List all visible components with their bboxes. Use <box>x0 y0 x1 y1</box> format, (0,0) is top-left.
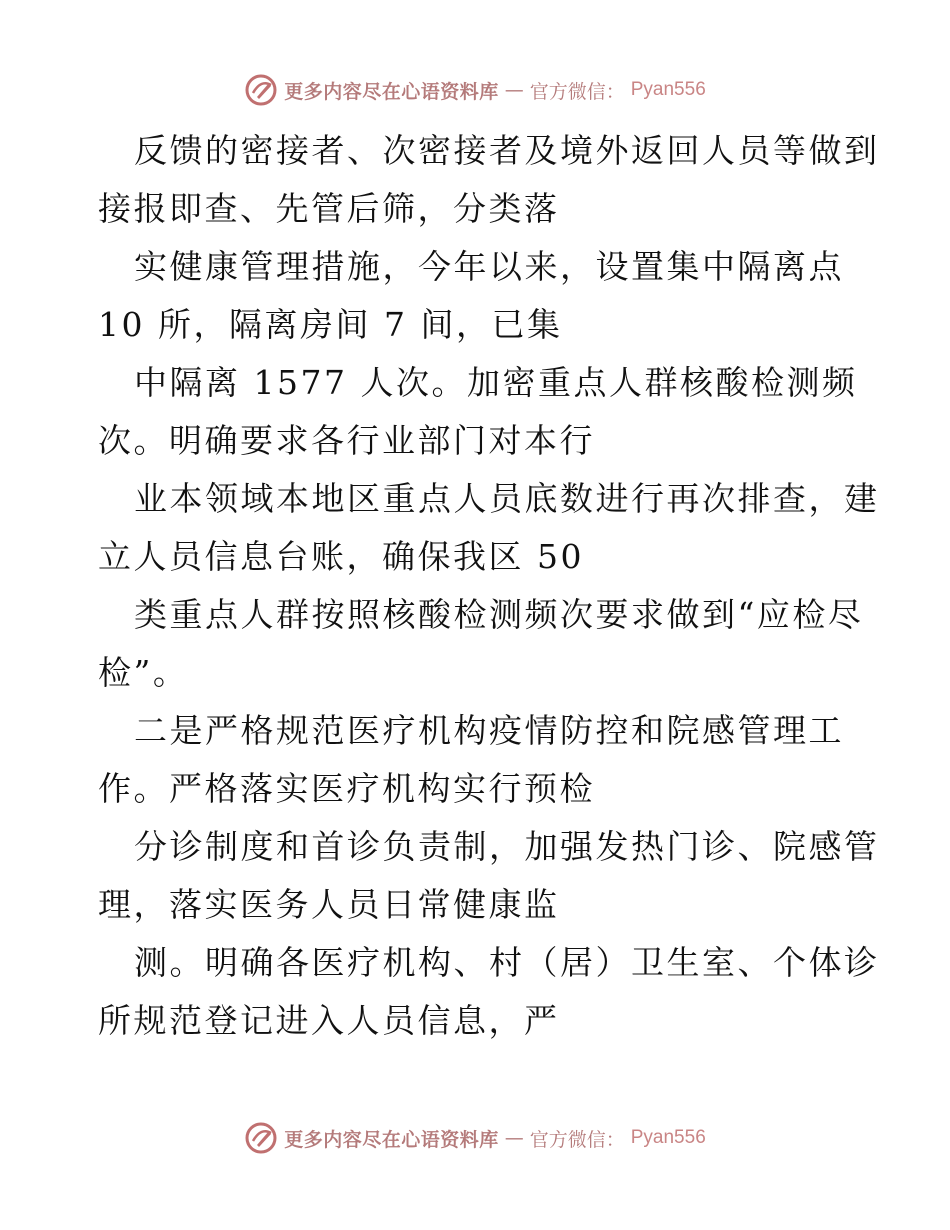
banner-title: 更多内容尽在心语资料库 <box>284 1128 499 1151</box>
text-line: 反馈的密接者、次密接者及境外返回人员等做到 <box>134 131 880 170</box>
logo-icon <box>244 73 278 107</box>
body-text <box>98 122 880 1050</box>
banner-label: 官方微信： <box>529 1128 625 1151</box>
text-line: 立人员信息台账，确保我区 50 <box>98 537 584 576</box>
text-line: 10 所，隔离房间 7 间，已集 <box>98 305 563 344</box>
banner-title: 更多内容尽在心语资料库 <box>284 80 499 103</box>
footer-banner-content <box>244 1121 706 1155</box>
banner-wechat-id: Pyan556 <box>630 79 706 100</box>
footer-banner <box>0 1118 950 1158</box>
logo-icon <box>244 1121 278 1155</box>
banner-separator: — <box>504 1127 524 1149</box>
text-line: 二是严格规范医疗机构疫情防控和院感管理工 <box>134 711 844 750</box>
text-line: 所规范登记进入人员信息，严 <box>98 1001 560 1040</box>
banner-label: 官方微信： <box>529 80 625 103</box>
text-line: 类重点人群按照核酸检测频次要求做到“应检尽 <box>134 595 864 634</box>
text-line: 次。明确要求各行业部门对本行 <box>98 421 595 460</box>
text-line: 接报即查、先管后筛，分类落 <box>98 189 560 228</box>
text-line: 业本领域本地区重点人员底数进行再次排查，建 <box>134 479 880 518</box>
text-line: 作。严格落实医疗机构实行预检 <box>98 769 595 808</box>
text-line: 测。明确各医疗机构、村（居）卫生室、个体诊 <box>134 943 880 982</box>
header-banner-content <box>244 73 706 107</box>
banner-wechat-id: Pyan556 <box>630 1127 706 1148</box>
banner-separator: — <box>504 79 524 101</box>
text-line: 理，落实医务人员日常健康监 <box>98 885 560 924</box>
text-line: 分诊制度和首诊负责制，加强发热门诊、院感管 <box>134 827 880 866</box>
text-line: 实健康管理措施，今年以来，设置集中隔离点 <box>134 247 844 286</box>
text-line: 检”。 <box>98 653 189 692</box>
text-line: 中隔离 1577 人次。加密重点人群核酸检测频 <box>134 363 858 402</box>
header-banner <box>0 70 950 110</box>
